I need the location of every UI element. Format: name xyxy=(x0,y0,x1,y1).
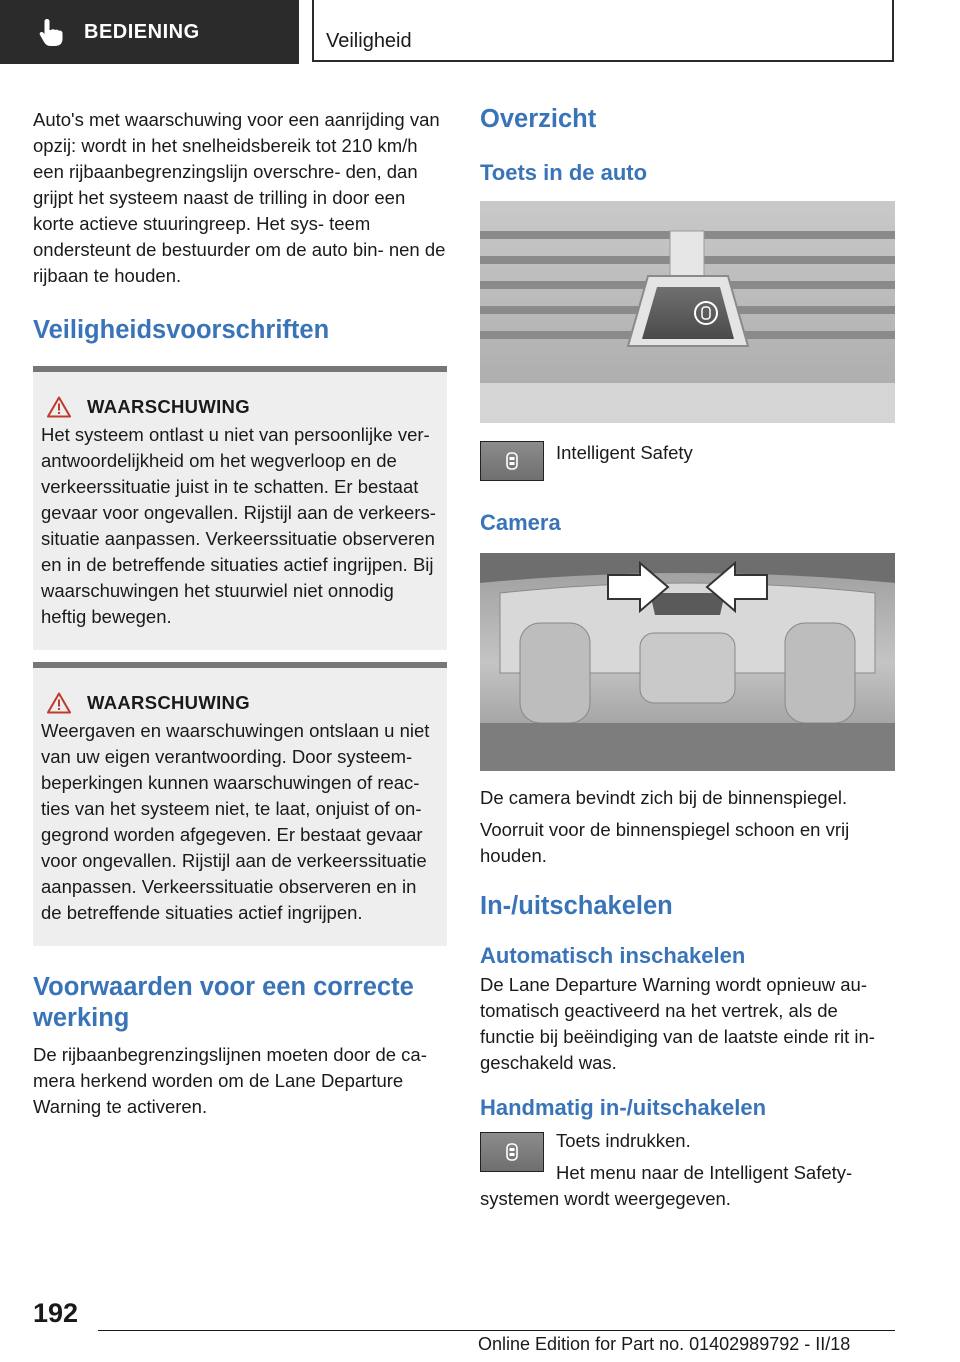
chapter-title: BEDIENING xyxy=(84,20,200,43)
camera-text-1: De camera bevindt zich bij de binnenspiegel. xyxy=(480,787,848,808)
intelligent-safety-button xyxy=(480,1132,544,1172)
warning-triangle-icon xyxy=(47,692,71,714)
page-number: 192 xyxy=(33,1298,79,1328)
warning-triangle-icon xyxy=(47,396,71,418)
manual-step-2b: systemen wordt weergegeven. xyxy=(480,1188,731,1209)
chapter-tab xyxy=(0,0,299,64)
conditions-paragraph: De rijbaanbegrenzingslijnen moeten door de ca- mera herkend worden om de Lane Departure Warning te activeren. xyxy=(33,1044,427,1117)
onoff-heading: In-/uitschakelen xyxy=(480,892,673,920)
left-column xyxy=(33,96,447,1120)
button-heading: Toets in de auto xyxy=(480,160,648,185)
hand-pointer-icon xyxy=(38,17,64,47)
warning-text: Weergaven en waarschuwingen ontslaan u niet van uw eigen verantwoording. Door systeem- beperkingen kunnen waarschuwingen of reac- ties van het systeem niet, te laat, onjuist of on- gegrond worden afgegeven. Er bestaat gevaar voor ongevallen. Rijstijl aan de verkeerssituatie aanpassen. Verkeerssituatie observeren en in de betreffende situaties actief ingrijpen. xyxy=(41,720,430,923)
button-label: Intelligent Safety xyxy=(556,442,693,463)
manual-step-texts xyxy=(556,1128,852,1186)
intelligent-safety-icon xyxy=(503,450,521,472)
footer-divider xyxy=(98,1330,895,1331)
auto-paragraph: De Lane Departure Warning wordt opnieuw au- tomatisch geactiveerd na het vertrek, als de functie bij beëindiging van de laatste einde rit in- geschakeld was. xyxy=(480,974,875,1073)
camera-photo xyxy=(480,553,895,771)
overview-heading: Overzicht xyxy=(480,105,597,133)
section-title: Veiligheid xyxy=(326,30,412,52)
camera-heading: Camera xyxy=(480,510,561,535)
manual-step-row xyxy=(480,1128,895,1186)
warning-title-row xyxy=(47,396,437,418)
manual-step-2a: Het menu naar de Intelligent Safety- xyxy=(556,1162,853,1183)
warning-box-2 xyxy=(33,662,447,946)
intelligent-safety-icon xyxy=(503,1141,521,1163)
intro-paragraph: Auto's met waarschuwing voor een aanrijding van opzij: wordt in het snelheidsbereik tot 210 km/h een rijbaanbegrenzingslijn overschre- den, dan grijpt het systeem naast de trilling in door een korte actieve stuuringreep. Het sys- teem ondersteunt de bestuurder om de auto bin- nen de rijbaan te houden. xyxy=(33,109,446,286)
safety-heading: Veiligheidsvoorschriften xyxy=(33,316,330,344)
right-column xyxy=(480,96,895,1212)
camera-text-2: Voorruit voor de binnenspiegel schoon en vrij houden. xyxy=(480,819,850,866)
edition-text: Online Edition for Part no. 01402989792 - II/18 xyxy=(478,1334,851,1354)
warning-title-row xyxy=(47,692,437,714)
warning-box-1 xyxy=(33,366,447,650)
warning-text: Het systeem ontlast u niet van persoonlijke ver- antwoordelijkheid om het wegverloop en de verkeerssituatie juist in te schatten. Er bestaat gevaar voor ongevallen. Rijstijl aan de verkeers- situatie aanpassen. Verkeerssituatie observeren en in de betreffende situaties actief ingrijpen. Bij waarschuwingen het stuurwiel niet onnodig heftig bewegen. xyxy=(41,424,436,627)
warning-title: WAARSCHUWING xyxy=(87,692,250,713)
button-legend xyxy=(480,441,895,481)
intelligent-safety-button xyxy=(480,441,544,481)
dashboard-button-photo xyxy=(480,201,895,423)
auto-heading: Automatisch inschakelen xyxy=(480,943,746,968)
section-header xyxy=(312,0,894,62)
warning-title: WAARSCHUWING xyxy=(87,396,250,417)
conditions-heading: Voorwaarden voor een correcte werking xyxy=(33,973,414,1032)
manual-step-1: Toets indrukken. xyxy=(556,1130,691,1151)
manual-heading: Handmatig in-/uitschakelen xyxy=(480,1095,767,1120)
